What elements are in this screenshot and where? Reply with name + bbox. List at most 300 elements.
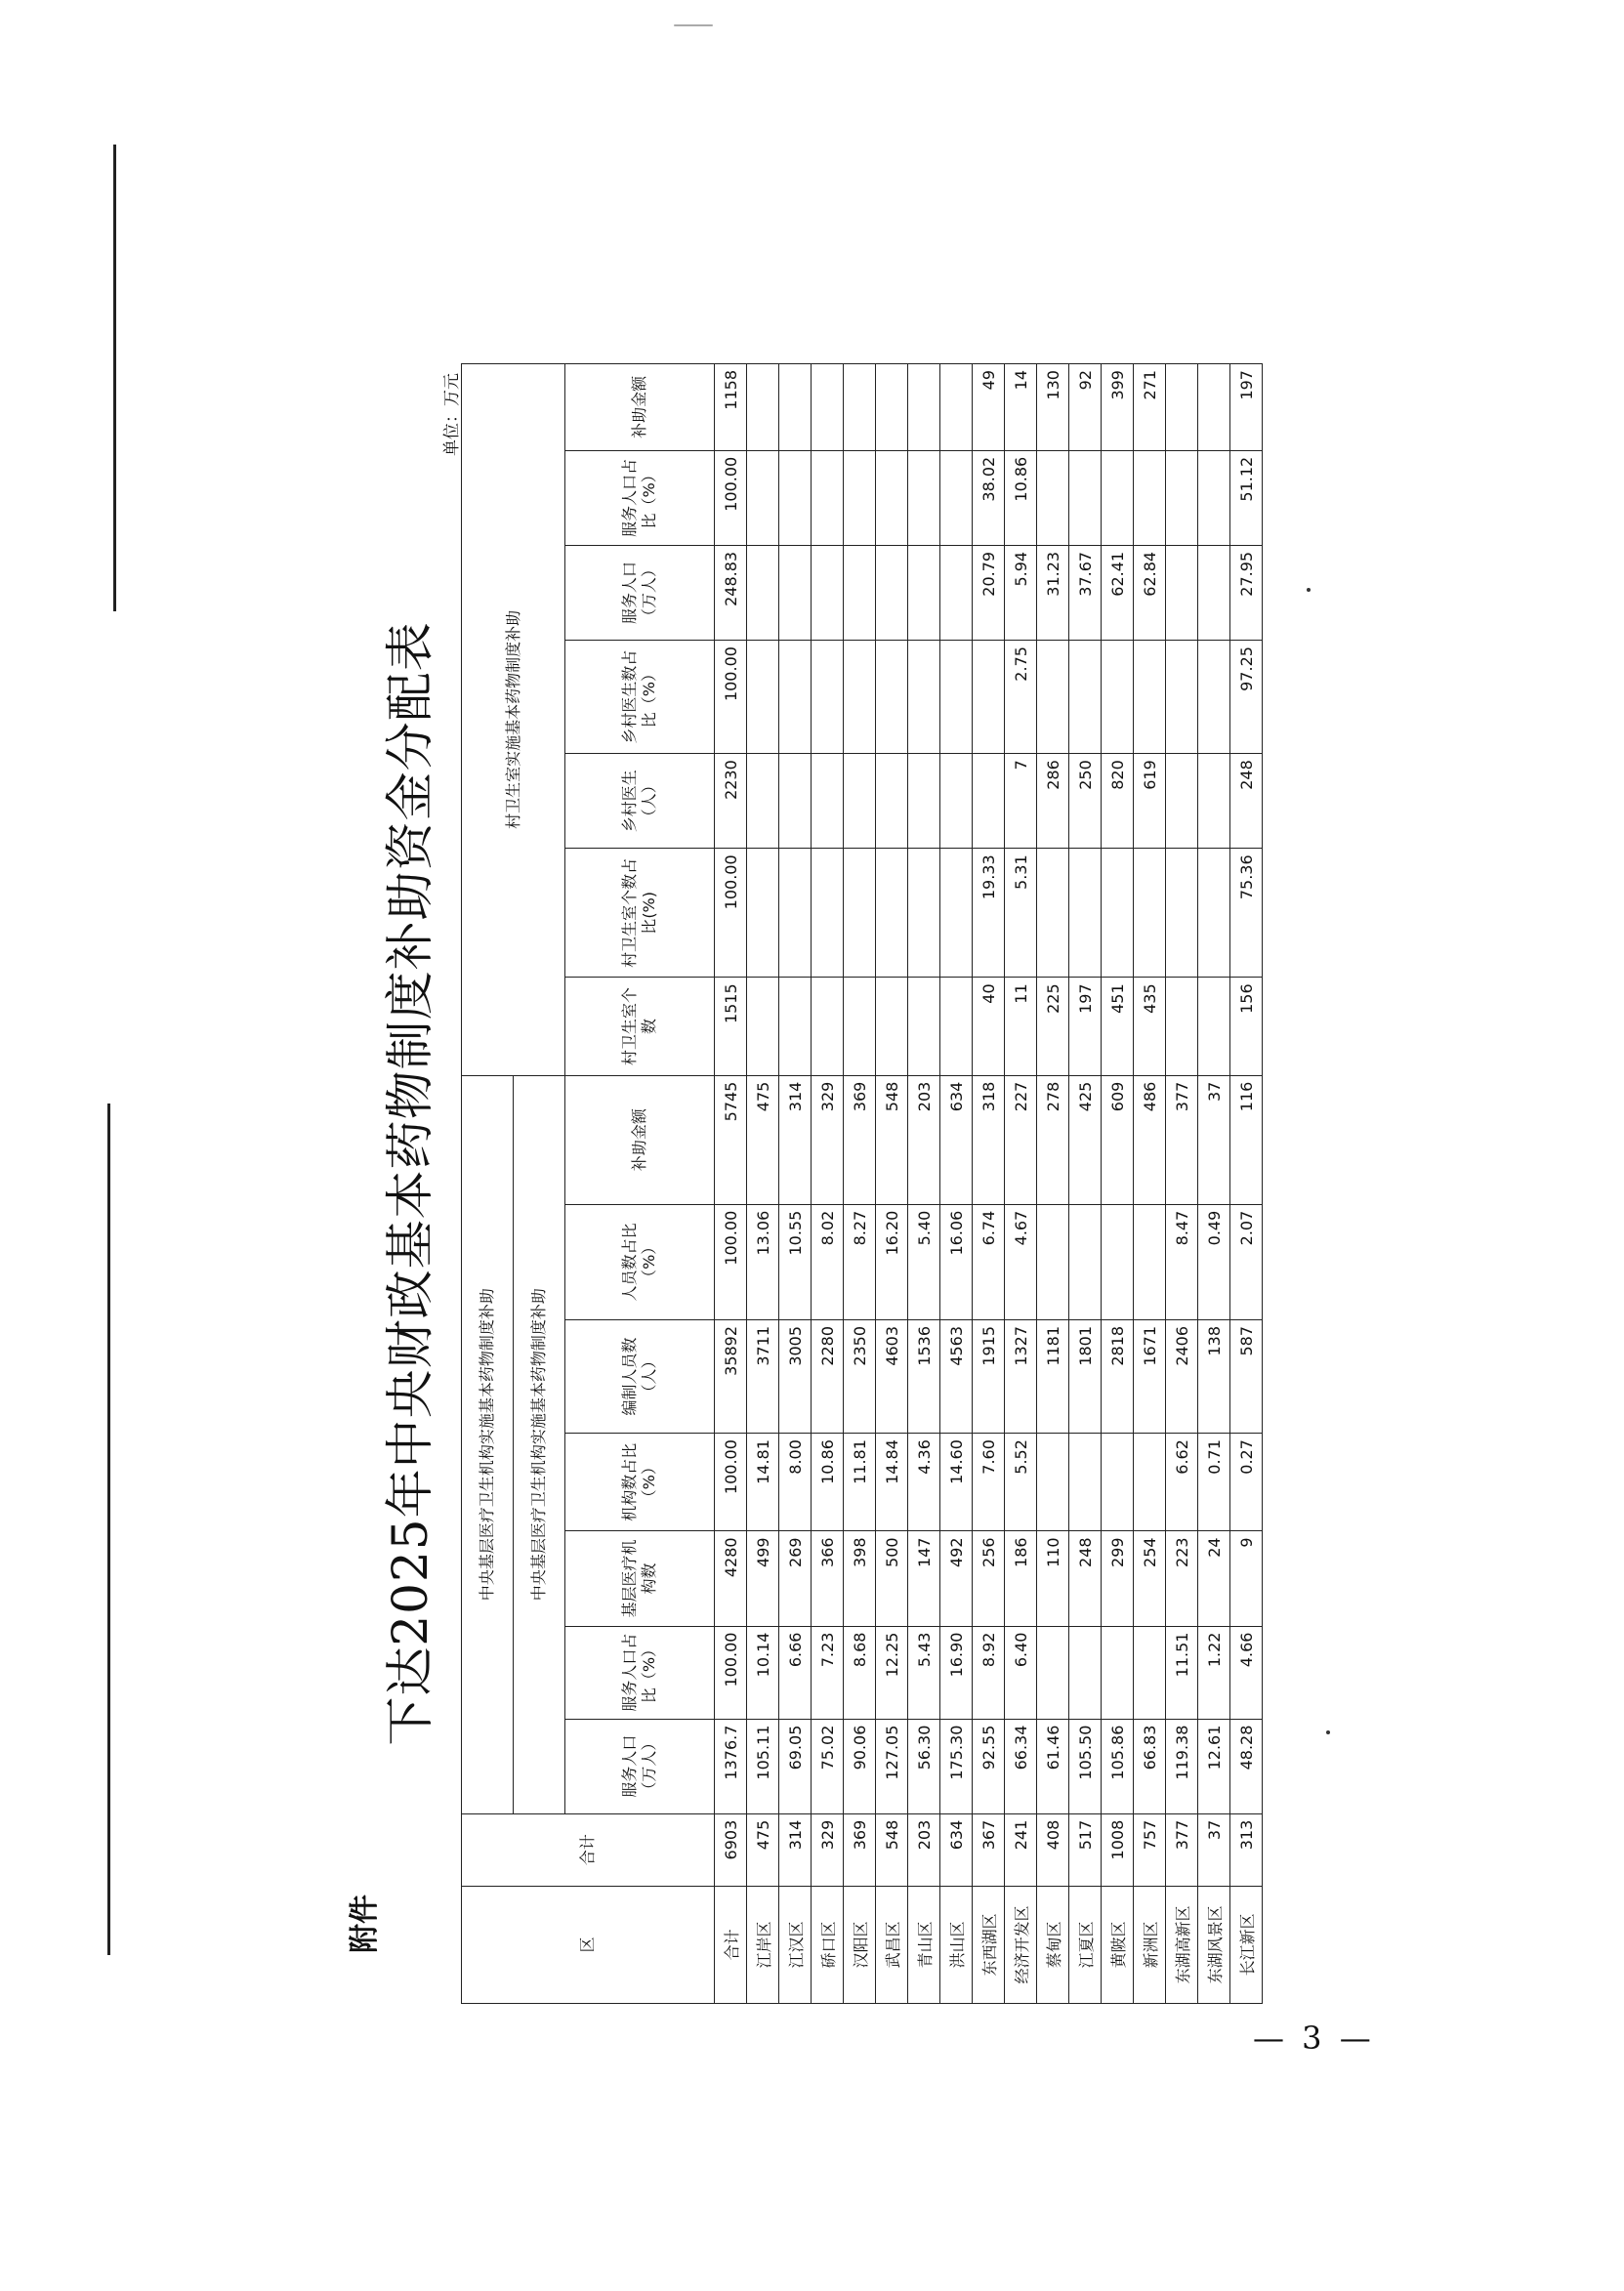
cell-district-name: 经济开发区 [1005,1886,1037,2003]
cell-value [876,978,908,1075]
cell-value: 248 [1230,754,1263,849]
cell-value: 5.43 [908,1626,940,1719]
cell-value: 35892 [715,1319,747,1433]
attachment-label: 附件 [348,1895,382,1953]
table-row-total [715,364,747,2004]
cell-value: 241 [1005,1813,1037,1886]
cell-value: 4.36 [908,1434,940,1531]
cell-value [940,450,973,545]
cell-value: 329 [812,1075,844,1204]
cell-value [844,849,876,978]
cell-value: 7 [1005,754,1037,849]
table-row [1134,364,1166,2004]
cell-value: 225 [1037,978,1069,1075]
cell-value [779,450,812,545]
table-row [876,364,908,2004]
cell-value [1134,1434,1166,1531]
cell-value: 548 [876,1813,908,1886]
table-row [1166,364,1198,2004]
cell-district-name: 江岸区 [747,1886,779,2003]
cell-value: 12.61 [1198,1719,1230,1813]
table-row [844,364,876,2004]
cell-value: 19.33 [973,849,1005,978]
cell-district-name: 黄陂区 [1102,1886,1134,2003]
cell-value [1037,450,1069,545]
cell-value: 10.86 [812,1434,844,1531]
cell-value [940,754,973,849]
table-row [908,364,940,2004]
cell-value [747,364,779,451]
cell-value: 11.81 [844,1434,876,1531]
cell-value [1037,849,1069,978]
cell-value: 90.06 [844,1719,876,1813]
cell-value: 366 [812,1531,844,1626]
cell-value: 425 [1069,1075,1102,1204]
header-inst-pop-pct: 服务人口占比（%） [565,1626,715,1719]
cell-value: 105.11 [747,1719,779,1813]
cell-value: 197 [1230,364,1263,451]
cell-value [973,754,1005,849]
cell-value [876,450,908,545]
header-staff-pct: 人员数占比（%） [565,1204,715,1319]
cell-value: 3005 [779,1319,812,1433]
cell-value: 5.52 [1005,1434,1037,1531]
cell-value: 100.00 [715,1626,747,1719]
cell-value: 40 [973,978,1005,1075]
cell-value [1037,1434,1069,1531]
cell-district-name: 武昌区 [876,1886,908,2003]
cell-value: 16.06 [940,1204,973,1319]
cell-value: 2280 [812,1319,844,1433]
cell-value: 37 [1198,1075,1230,1204]
cell-value [779,641,812,754]
cell-value: 250 [1069,754,1102,849]
cell-value [876,641,908,754]
cell-value: 4.66 [1230,1626,1263,1719]
cell-value: 11.51 [1166,1626,1198,1719]
cell-value [1166,545,1198,640]
cell-value [1198,849,1230,978]
cell-value [1134,641,1166,754]
cell-value: 500 [876,1531,908,1626]
cell-value [747,641,779,754]
cell-value: 10.86 [1005,450,1037,545]
cell-value: 369 [844,1075,876,1204]
cell-district-name: 江汉区 [779,1886,812,2003]
cell-value [812,978,844,1075]
cell-value: 119.38 [1166,1719,1198,1813]
cell-value: 2350 [844,1319,876,1433]
cell-value: 62.41 [1102,545,1134,640]
cell-value: 6903 [715,1813,747,1886]
cell-value: 51.12 [1230,450,1263,545]
header-total: 合计 [462,1813,715,1886]
cell-value: 499 [747,1531,779,1626]
cell-district-name: 东湖高新区 [1166,1886,1198,2003]
scan-edge-line [113,145,116,611]
cell-value: 13.06 [747,1204,779,1319]
cell-value: 97.25 [1230,641,1263,754]
cell-value: 377 [1166,1813,1198,1886]
header-inst-amount: 补助金额 [565,1075,715,1204]
cell-value [747,849,779,978]
cell-value: 110 [1037,1531,1069,1626]
cell-value: 31.23 [1037,545,1069,640]
cell-value [1166,364,1198,451]
cell-district-name: 洪山区 [940,1886,973,2003]
cell-value [1069,1204,1102,1319]
cell-value: 66.34 [1005,1719,1037,1813]
cell-district-name: 东湖风景区 [1198,1886,1230,2003]
cell-value [1102,849,1134,978]
cell-value: 175.30 [940,1719,973,1813]
cell-value [844,450,876,545]
cell-value [1134,849,1166,978]
cell-value: 757 [1134,1813,1166,1886]
cell-value: 16.20 [876,1204,908,1319]
header-v-pop-pct: 服务人口占比（%） [565,450,715,545]
cell-value: 475 [747,1813,779,1886]
cell-value [1102,641,1134,754]
cell-value: 7.60 [973,1434,1005,1531]
header-group-subsidy: 中央基层医疗卫生机构实施基本药物制度补助 [462,1075,514,1813]
cell-value: 92 [1069,364,1102,451]
cell-value [812,364,844,451]
cell-value: 5.31 [1005,849,1037,978]
cell-value: 1158 [715,364,747,451]
cell-value: 66.83 [1134,1719,1166,1813]
cell-value: 1376.7 [715,1719,747,1813]
cell-district-name: 江夏区 [1069,1886,1102,2003]
cell-value: 634 [940,1075,973,1204]
cell-value [812,641,844,754]
table-row [1230,364,1263,2004]
header-v-pop: 服务人口（万人） [565,545,715,640]
cell-value: 6.62 [1166,1434,1198,1531]
cell-value [1134,1204,1166,1319]
cell-value: 127.05 [876,1719,908,1813]
cell-value: 116 [1230,1075,1263,1204]
cell-district-name: 汉阳区 [844,1886,876,2003]
cell-value [876,545,908,640]
table-row [940,364,973,2004]
cell-value: 609 [1102,1075,1134,1204]
cell-value: 105.86 [1102,1719,1134,1813]
cell-value [779,364,812,451]
cell-value: 20.79 [973,545,1005,640]
cell-value: 1008 [1102,1813,1134,1886]
cell-value [844,754,876,849]
cell-value: 197 [1069,978,1102,1075]
cell-value [908,754,940,849]
cell-value [1102,1626,1134,1719]
cell-value [1037,1204,1069,1319]
cell-value: 130 [1037,364,1069,451]
table-row [1069,364,1102,2004]
cell-value: 2230 [715,754,747,849]
cell-value: 313 [1230,1813,1263,1886]
table-row [1005,364,1037,2004]
header-staff: 编制人员数（人） [565,1319,715,1433]
cell-district-name: 青山区 [908,1886,940,2003]
cell-value: 62.84 [1134,545,1166,640]
cell-value: 27.95 [1230,545,1263,640]
cell-value: 12.25 [876,1626,908,1719]
cell-value [1134,450,1166,545]
cell-value: 100.00 [715,849,747,978]
cell-value [1198,545,1230,640]
cell-value [1166,450,1198,545]
cell-value: 377 [1166,1075,1198,1204]
header-inst-pop: 服务人口（万人） [565,1719,715,1813]
cell-district-name: 合计 [715,1886,747,2003]
header-group-institutions: 中央基层医疗卫生机构实施基本药物制度补助 [514,1075,565,1813]
cell-value: 75.36 [1230,849,1263,978]
cell-value: 8.27 [844,1204,876,1319]
cell-value [940,364,973,451]
cell-value: 2406 [1166,1319,1198,1433]
cell-value: 1671 [1134,1319,1166,1433]
cell-value [747,754,779,849]
cell-value [1102,1434,1134,1531]
cell-value: 156 [1230,978,1263,1075]
cell-value [1037,1626,1069,1719]
cell-value: 548 [876,1075,908,1204]
cell-value: 14.84 [876,1434,908,1531]
cell-value: 587 [1230,1319,1263,1433]
cell-value [908,978,940,1075]
cell-value: 16.90 [940,1626,973,1719]
document-title: 下达2025年中央财政基本药物制度补助资金分配表 [382,621,438,1746]
cell-value: 105.50 [1069,1719,1102,1813]
cell-value: 1536 [908,1319,940,1433]
header-group-village: 村卫生室实施基本药物制度补助 [462,364,565,1076]
cell-value: 254 [1134,1531,1166,1626]
cell-value: 1915 [973,1319,1005,1433]
cell-value: 278 [1037,1075,1069,1204]
cell-value: 1801 [1069,1319,1102,1433]
cell-value: 408 [1037,1813,1069,1886]
cell-value [747,450,779,545]
cell-value: 0.27 [1230,1434,1263,1531]
header-inst-count: 基层医疗机构数 [565,1531,715,1626]
scan-speck [1307,588,1311,592]
cell-value [1166,641,1198,754]
cell-value: 3711 [747,1319,779,1433]
cell-value: 619 [1134,754,1166,849]
cell-value: 5.94 [1005,545,1037,640]
cell-value: 61.46 [1037,1719,1069,1813]
cell-district-name: 长江新区 [1230,1886,1263,2003]
cell-value: 14 [1005,364,1037,451]
table-row [973,364,1005,2004]
cell-value [844,545,876,640]
cell-value: 329 [812,1813,844,1886]
cell-value: 5.40 [908,1204,940,1319]
scan-speck [674,24,713,26]
cell-value: 147 [908,1531,940,1626]
cell-value [779,849,812,978]
cell-value [1198,978,1230,1075]
cell-value [1198,754,1230,849]
cell-value: 2818 [1102,1319,1134,1433]
cell-value [747,545,779,640]
cell-value [940,545,973,640]
cell-value: 248 [1069,1531,1102,1626]
cell-value: 6.40 [1005,1626,1037,1719]
cell-value: 314 [779,1075,812,1204]
cell-value [876,849,908,978]
cell-value [844,641,876,754]
cell-value [812,545,844,640]
cell-value [1037,641,1069,754]
cell-value: 100.00 [715,1204,747,1319]
cell-value [908,450,940,545]
table-row [1198,364,1230,2004]
cell-value [779,754,812,849]
cell-value: 8.68 [844,1626,876,1719]
cell-value [876,754,908,849]
cell-value [1166,849,1198,978]
cell-value: 10.55 [779,1204,812,1319]
cell-value [1198,641,1230,754]
cell-value: 0.49 [1198,1204,1230,1319]
table-row [1037,364,1069,2004]
rotated-document [361,363,1257,2004]
cell-value [908,849,940,978]
cell-value: 314 [779,1813,812,1886]
cell-value: 451 [1102,978,1134,1075]
cell-value: 100.00 [715,450,747,545]
cell-value: 367 [973,1813,1005,1886]
cell-value [1069,450,1102,545]
cell-value: 4603 [876,1319,908,1433]
cell-value: 11 [1005,978,1037,1075]
cell-value: 14.81 [747,1434,779,1531]
cell-value [844,364,876,451]
cell-value: 4280 [715,1531,747,1626]
cell-value: 0.71 [1198,1434,1230,1531]
cell-value: 8.02 [812,1204,844,1319]
cell-value: 75.02 [812,1719,844,1813]
cell-value: 48.28 [1230,1719,1263,1813]
page-number: — 3 — [1253,2020,1375,2057]
cell-value [973,641,1005,754]
cell-value [1069,1626,1102,1719]
cell-value: 492 [940,1531,973,1626]
cell-value: 1.22 [1198,1626,1230,1719]
table-row [812,364,844,2004]
cell-value [1069,641,1102,754]
header-vc-count: 村卫生室个数 [565,978,715,1075]
cell-value: 398 [844,1531,876,1626]
cell-value: 286 [1037,754,1069,849]
table-row [779,364,812,2004]
header-district: 区 [462,1886,715,2003]
cell-value: 138 [1198,1319,1230,1433]
table-row [1102,364,1134,2004]
header-v-amount: 补助金额 [565,364,715,451]
cell-value [940,849,973,978]
cell-value: 203 [908,1075,940,1204]
cell-district-name: 新洲区 [1134,1886,1166,2003]
cell-value: 37 [1198,1813,1230,1886]
cell-value [1069,849,1102,978]
cell-value: 6.66 [779,1626,812,1719]
cell-value [779,545,812,640]
cell-value: 223 [1166,1531,1198,1626]
cell-value: 10.14 [747,1626,779,1719]
table-body [715,364,1263,2004]
header-vd-pct: 乡村医生数占比（%） [565,641,715,754]
cell-value: 256 [973,1531,1005,1626]
cell-value: 8.92 [973,1626,1005,1719]
cell-value: 248.83 [715,545,747,640]
cell-value: 8.00 [779,1434,812,1531]
cell-value [940,978,973,1075]
cell-value: 435 [1134,978,1166,1075]
cell-value: 820 [1102,754,1134,849]
cell-value: 2.75 [1005,641,1037,754]
cell-value [1134,1626,1166,1719]
cell-value [1198,450,1230,545]
cell-value [779,978,812,1075]
cell-value [812,450,844,545]
cell-value [1198,364,1230,451]
cell-value [747,978,779,1075]
table-row [747,364,779,2004]
cell-value: 399 [1102,364,1134,451]
cell-value: 1515 [715,978,747,1075]
cell-value: 5745 [715,1075,747,1204]
cell-value: 4563 [940,1319,973,1433]
cell-value: 271 [1134,364,1166,451]
unit-label: 单位：万元 [442,373,462,456]
scan-edge-line [107,1104,110,1955]
cell-value [908,641,940,754]
cell-value: 9 [1230,1531,1263,1626]
header-vd-count: 乡村医生（人） [565,754,715,849]
cell-value: 7.23 [812,1626,844,1719]
cell-value: 49 [973,364,1005,451]
cell-value: 92.55 [973,1719,1005,1813]
cell-value: 100.00 [715,1434,747,1531]
scan-speck [1326,1730,1330,1734]
cell-value [940,641,973,754]
cell-value: 299 [1102,1531,1134,1626]
cell-value: 517 [1069,1813,1102,1886]
cell-district-name: 蔡甸区 [1037,1886,1069,2003]
cell-value: 203 [908,1813,940,1886]
cell-value [876,364,908,451]
cell-value: 1327 [1005,1319,1037,1433]
cell-value [1102,1204,1134,1319]
cell-value: 486 [1134,1075,1166,1204]
cell-value: 4.67 [1005,1204,1037,1319]
cell-value: 100.00 [715,641,747,754]
cell-value: 14.60 [940,1434,973,1531]
header-inst-count-pct: 机构数占比（%） [565,1434,715,1531]
cell-value [812,849,844,978]
cell-district-name: 硚口区 [812,1886,844,2003]
cell-value [844,978,876,1075]
cell-value: 369 [844,1813,876,1886]
cell-value: 2.07 [1230,1204,1263,1319]
cell-value: 37.67 [1069,545,1102,640]
cell-value [1102,450,1134,545]
cell-value: 24 [1198,1531,1230,1626]
cell-value [1166,754,1198,849]
